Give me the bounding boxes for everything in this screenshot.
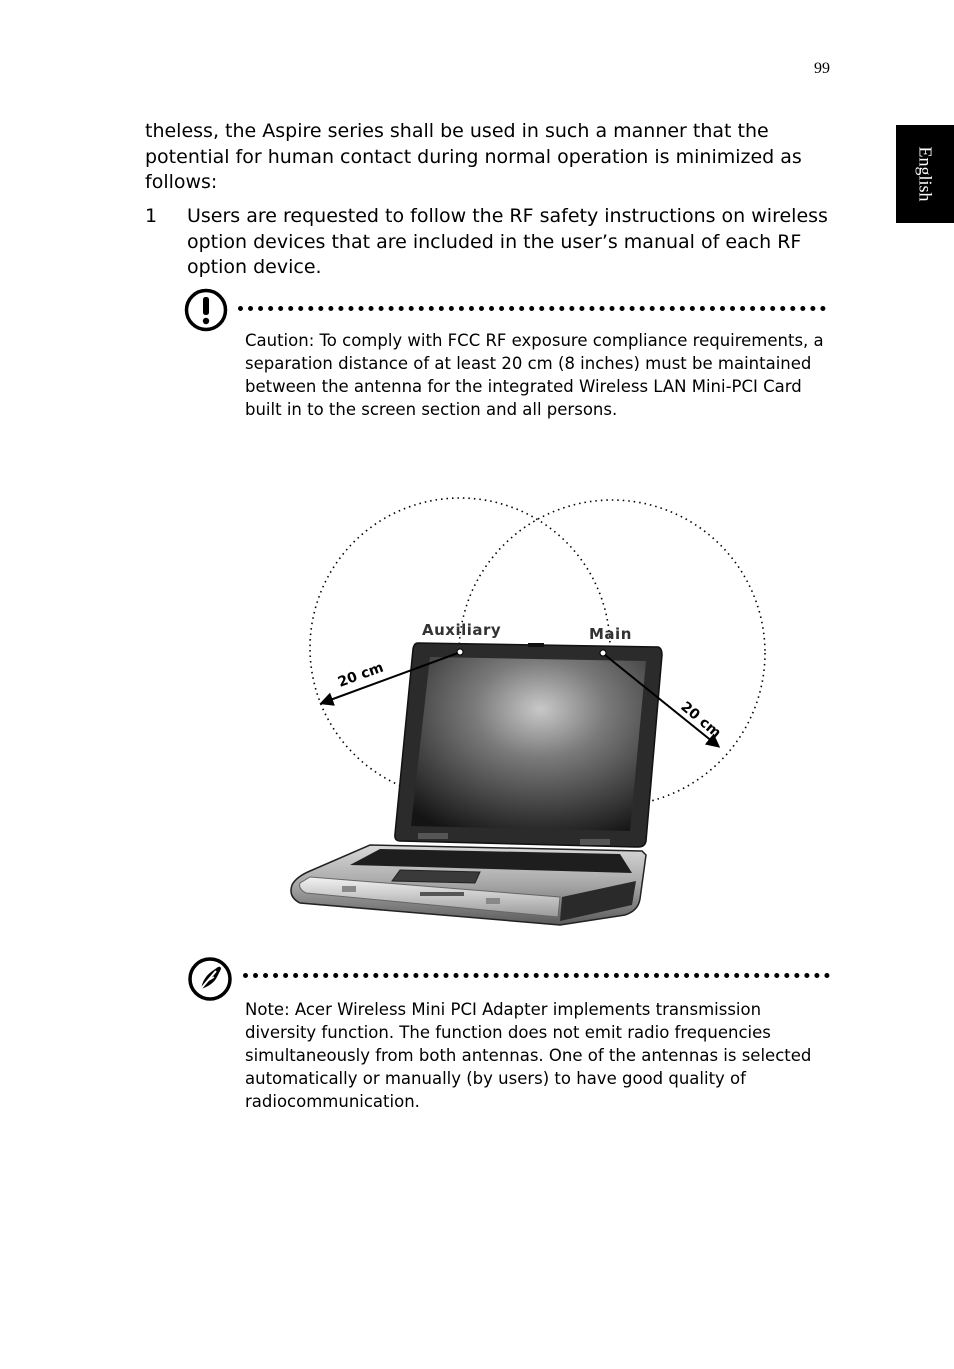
- list-item-text: Users are requested to follow the RF safety instructions on wireless option devices that are included in the user’s manual of each RF option device.: [187, 205, 828, 278]
- intro-paragraph: theless, the Aspire series shall be used in such a manner that the potential for human contact during normal operation is minimized as follows:: [145, 120, 802, 193]
- caution-divider: [238, 306, 826, 311]
- note-text: : Acer Wireless Mini PCI Adapter implements transmission diversity function. The function does not emit radio frequencies simultaneously from both antennas. One of the antennas is selected automatically or manually (by users) to have good quality of radiocommunication.: [245, 1000, 812, 1111]
- caution-label: Caution: [245, 331, 309, 350]
- caution-icon: [184, 288, 228, 332]
- note-paragraph: [245, 998, 825, 1113]
- language-tab-label: English: [915, 146, 936, 202]
- list-item-number: 1: [145, 205, 158, 227]
- note-icon: [187, 956, 233, 1002]
- caution-paragraph: [245, 329, 825, 421]
- caution-text: : To comply with FCC RF exposure compliance requirements, a separation distance of at least 20 cm (8 inches) must be maintained between the antenna for the integrated Wireless LAN Mini-PCI Card built in to the screen section and all persons.: [245, 331, 824, 419]
- page-number: 99: [814, 60, 830, 77]
- laptop-screen: [411, 657, 646, 831]
- auxiliary-label: Auxiliary: [422, 621, 502, 639]
- note-divider: [243, 973, 830, 978]
- right-distance-label: 20 cm: [677, 698, 724, 742]
- language-tab: [896, 125, 954, 223]
- left-distance-label: 20 cm: [335, 659, 386, 691]
- note-label: Note: [245, 1000, 285, 1019]
- antenna-figure: [280, 495, 780, 935]
- main-label: Main: [589, 625, 632, 643]
